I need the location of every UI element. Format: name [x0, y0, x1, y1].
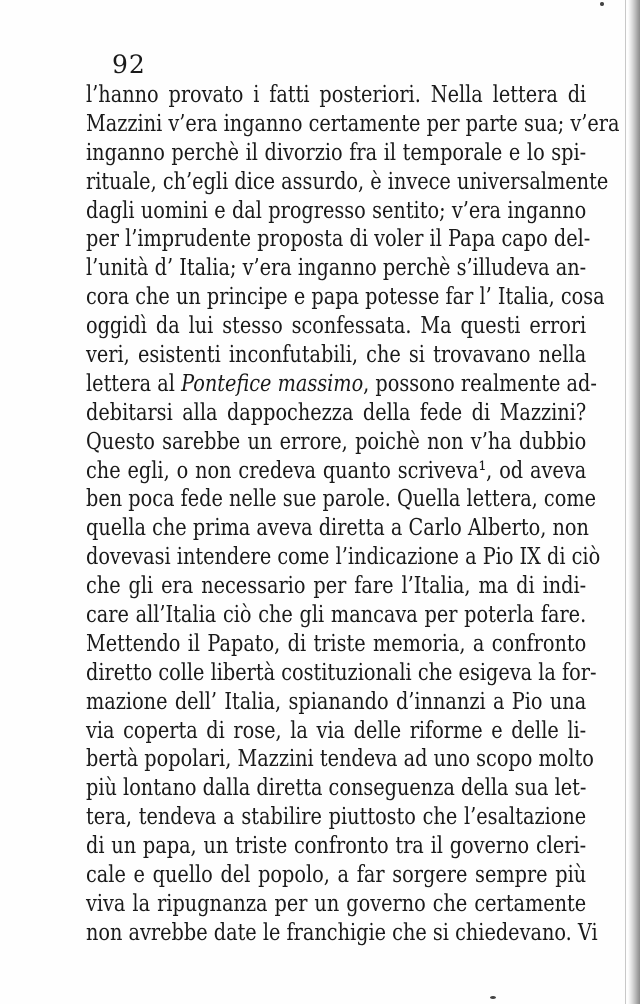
text-line: veri, esistenti inconfutabili, che si trovavano nella: [86, 340, 587, 369]
text-line: dovevasi intendere come l’indicazione a Pio IX di ciò: [86, 542, 601, 571]
page-edge-line: [625, 0, 626, 1004]
page-number: 92: [112, 50, 146, 79]
text-line: per l’imprudente proposta di voler il Papa capo del-: [86, 224, 591, 253]
text-line: ben poca fede nelle sue parole. Quella lettera, come: [86, 484, 597, 513]
text-line: che gli era necessario per fare l’Italia, ma di indi-: [86, 571, 587, 600]
text-segment: , possono realmente ad-: [363, 368, 597, 397]
text-line: bertà popolari, Mazzini tendeva ad uno scopo molto: [86, 744, 594, 773]
text-line: non avrebbe date le franchigie che si chiedevano. Vi: [86, 917, 598, 946]
text-line: l’unità d’ Italia; v’era inganno perchè s’illudeva an-: [86, 253, 587, 282]
text-line: che egli, o non credeva quanto scriveva¹, od aveva: [86, 455, 587, 484]
text-line: viva la ripugnanza per un governo che certamente: [86, 888, 587, 917]
text-line: cora che un principe e papa potesse far l’ Italia, cosa: [86, 282, 605, 311]
text-line: via coperta di rose, la via delle riforme e delle li-: [86, 715, 587, 744]
text-line: Questo sarebbe un errore, poichè non v’ha dubbio: [86, 426, 587, 455]
text-line: diretto colle libertà costituzionali che esigeva la for-: [86, 657, 597, 686]
text-line: l’hanno provato i fatti posteriori. Nella lettera di: [86, 80, 587, 108]
body-text: [86, 80, 620, 947]
ink-speck: [600, 2, 604, 6]
text-line: più lontano dalla diretta conseguenza della sua let-: [86, 773, 587, 802]
text-segment: lettera al: [86, 368, 182, 397]
text-line: oggidì da lui stesso sconfessata. Ma questi errori: [86, 311, 587, 340]
text-line: cale e quello del popolo, a far sorgere sempre più: [86, 860, 587, 889]
text-line: dagli uomini e dal progresso sentito; v’era inganno: [86, 195, 587, 224]
text-line: care all’Italia ciò che gli mancava per poterla fare.: [86, 600, 587, 629]
page-edge-shadow: [628, 0, 640, 1004]
text-line: rituale, ch’egli dice assurdo, è invece universalmente: [86, 166, 609, 195]
text-line: di un papa, un triste confronto tra il governo cleri-: [86, 831, 587, 860]
ink-speck: [490, 996, 496, 999]
text-line: Mazzini v’era inganno certamente per parte sua; v’era: [86, 108, 620, 137]
text-line: tera, tendeva a stabilire piuttosto che l’esaltazione: [86, 802, 587, 831]
text-line: inganno perchè il divorzio fra il temporale e lo spi-: [86, 137, 587, 166]
text-line: quella che prima aveva diretta a Carlo Alberto, non: [86, 513, 589, 542]
text-line: [86, 368, 597, 398]
text-line: debitarsi alla dappochezza della fede di Mazzini?: [86, 397, 587, 426]
text-line: mazione dell’ Italia, spianando d’innanzi a Pio una: [86, 686, 587, 715]
italic-title: Pontefice massimo: [181, 368, 364, 397]
text-line: Mettendo il Papato, di triste memoria, a confronto: [86, 628, 587, 657]
